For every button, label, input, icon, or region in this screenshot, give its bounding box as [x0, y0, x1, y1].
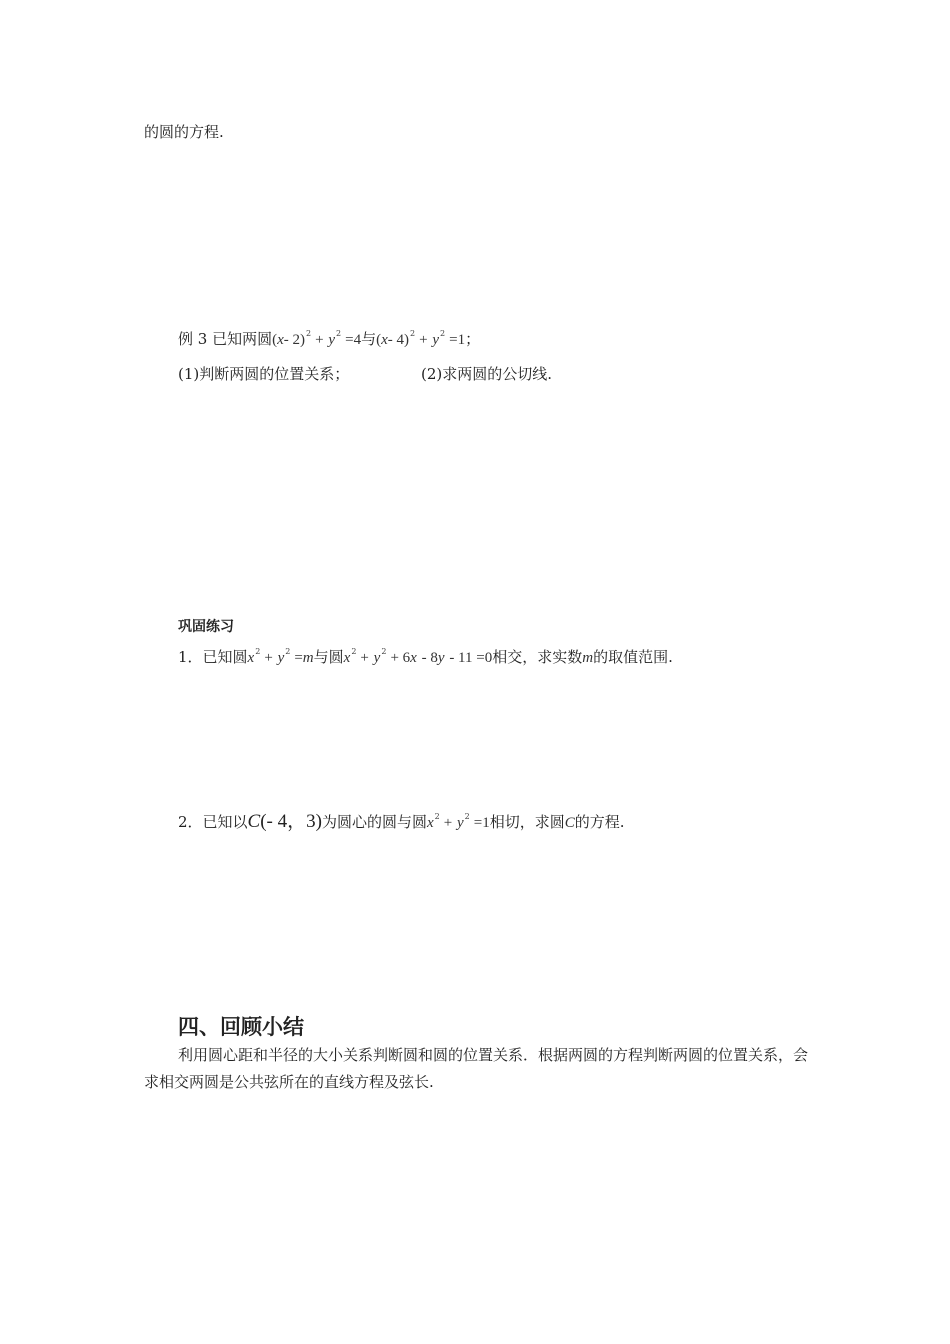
q1-exp4: 2 [381, 647, 387, 656]
q2-exp2: 2 [464, 812, 470, 821]
q2-end: 的方程. [574, 813, 625, 831]
joiner: 与 [361, 330, 377, 348]
q2-x: x [426, 815, 434, 831]
example-3-part1 [178, 364, 349, 384]
example-3-label: 例 3 已知两圆 [178, 330, 273, 348]
q1-plus2: + [360, 650, 369, 666]
summary-title [178, 1013, 304, 1041]
q1-plus1: + [264, 650, 273, 666]
q1-x2: x [343, 650, 351, 666]
q1-exp3: 2 [351, 647, 357, 656]
summary-title-text: 四、回顾小结 [178, 1015, 304, 1039]
top-line [144, 122, 224, 142]
example-3-part2 [421, 364, 552, 384]
eq2-plus: + [419, 332, 428, 348]
eq2-open: ( [376, 332, 382, 348]
practice-heading [178, 617, 234, 637]
q1-eq: = [294, 650, 303, 666]
q1-tail: - 11 =0 [449, 650, 493, 666]
q1-plus6: + 6 [390, 650, 411, 666]
part1-text: (1)判断两圆的位置关系； [178, 365, 350, 383]
eq1-exp2: 2 [336, 329, 342, 338]
summary-body [144, 1042, 809, 1096]
example-3-end: ； [465, 330, 481, 348]
q1-after: 相交，求实数 [492, 648, 583, 666]
eq2-exp1: 2 [410, 329, 416, 338]
q1-m2: m [582, 650, 594, 666]
eq2-shift: - 4) [387, 332, 410, 348]
q1-exp1: 2 [255, 647, 261, 656]
q1-y3: y [437, 650, 445, 666]
eq1-shift: - 2) [283, 332, 306, 348]
q1-m1: m [302, 650, 314, 666]
top-text: 的圆的方程. [144, 123, 224, 141]
q1-x3: x [410, 650, 417, 666]
practice-heading-text: 巩固练习 [178, 619, 234, 635]
eq2-x: x [381, 332, 388, 348]
eq1-rhs: =4 [345, 332, 362, 348]
q1-mid: 与圆 [313, 648, 344, 666]
q2-mid: 为圆心的圆与圆 [321, 813, 427, 831]
eq2-exp2: 2 [440, 329, 446, 338]
eq1-exp1: 2 [306, 329, 312, 338]
q1-end: 的取值范围. [593, 648, 673, 666]
q1-y1: y [277, 650, 285, 666]
q1-minus8: - 8 [421, 650, 438, 666]
q2-num: 2．已知以 [178, 813, 248, 831]
q2-after: 相切，求圆 [489, 813, 565, 831]
q1-x1: x [247, 650, 255, 666]
q1-y2: y [373, 650, 381, 666]
summary-body-text: 利用圆心距和半径的大小关系判断圆和圆的位置关系．根据两圆的方程判断两圆的位置关系，会求相交两圆是公共弦所在的直线方程及弦长. [144, 1046, 809, 1091]
eq1-y: y [328, 332, 336, 348]
q2-eq: =1 [473, 815, 490, 831]
q2-exp1: 2 [434, 812, 440, 821]
eq2-y: y [432, 332, 440, 348]
practice-q2 [178, 812, 625, 833]
part2-text: (2)求两圆的公切线. [421, 365, 553, 383]
q2-C: C [564, 815, 575, 831]
q1-exp2: 2 [285, 647, 291, 656]
practice-q1 [178, 647, 673, 668]
q2-center-C: C [247, 811, 261, 832]
example-3 [178, 329, 480, 350]
eq1-x: x [277, 332, 284, 348]
q2-plus: + [443, 815, 453, 831]
q1-num: 1．已知圆 [178, 648, 248, 666]
eq1-plus: + [315, 332, 324, 348]
eq1-open: ( [272, 332, 278, 348]
q2-y: y [457, 815, 464, 831]
eq2-rhs: =1 [449, 332, 466, 348]
q2-point: (- 4，3) [260, 811, 322, 832]
